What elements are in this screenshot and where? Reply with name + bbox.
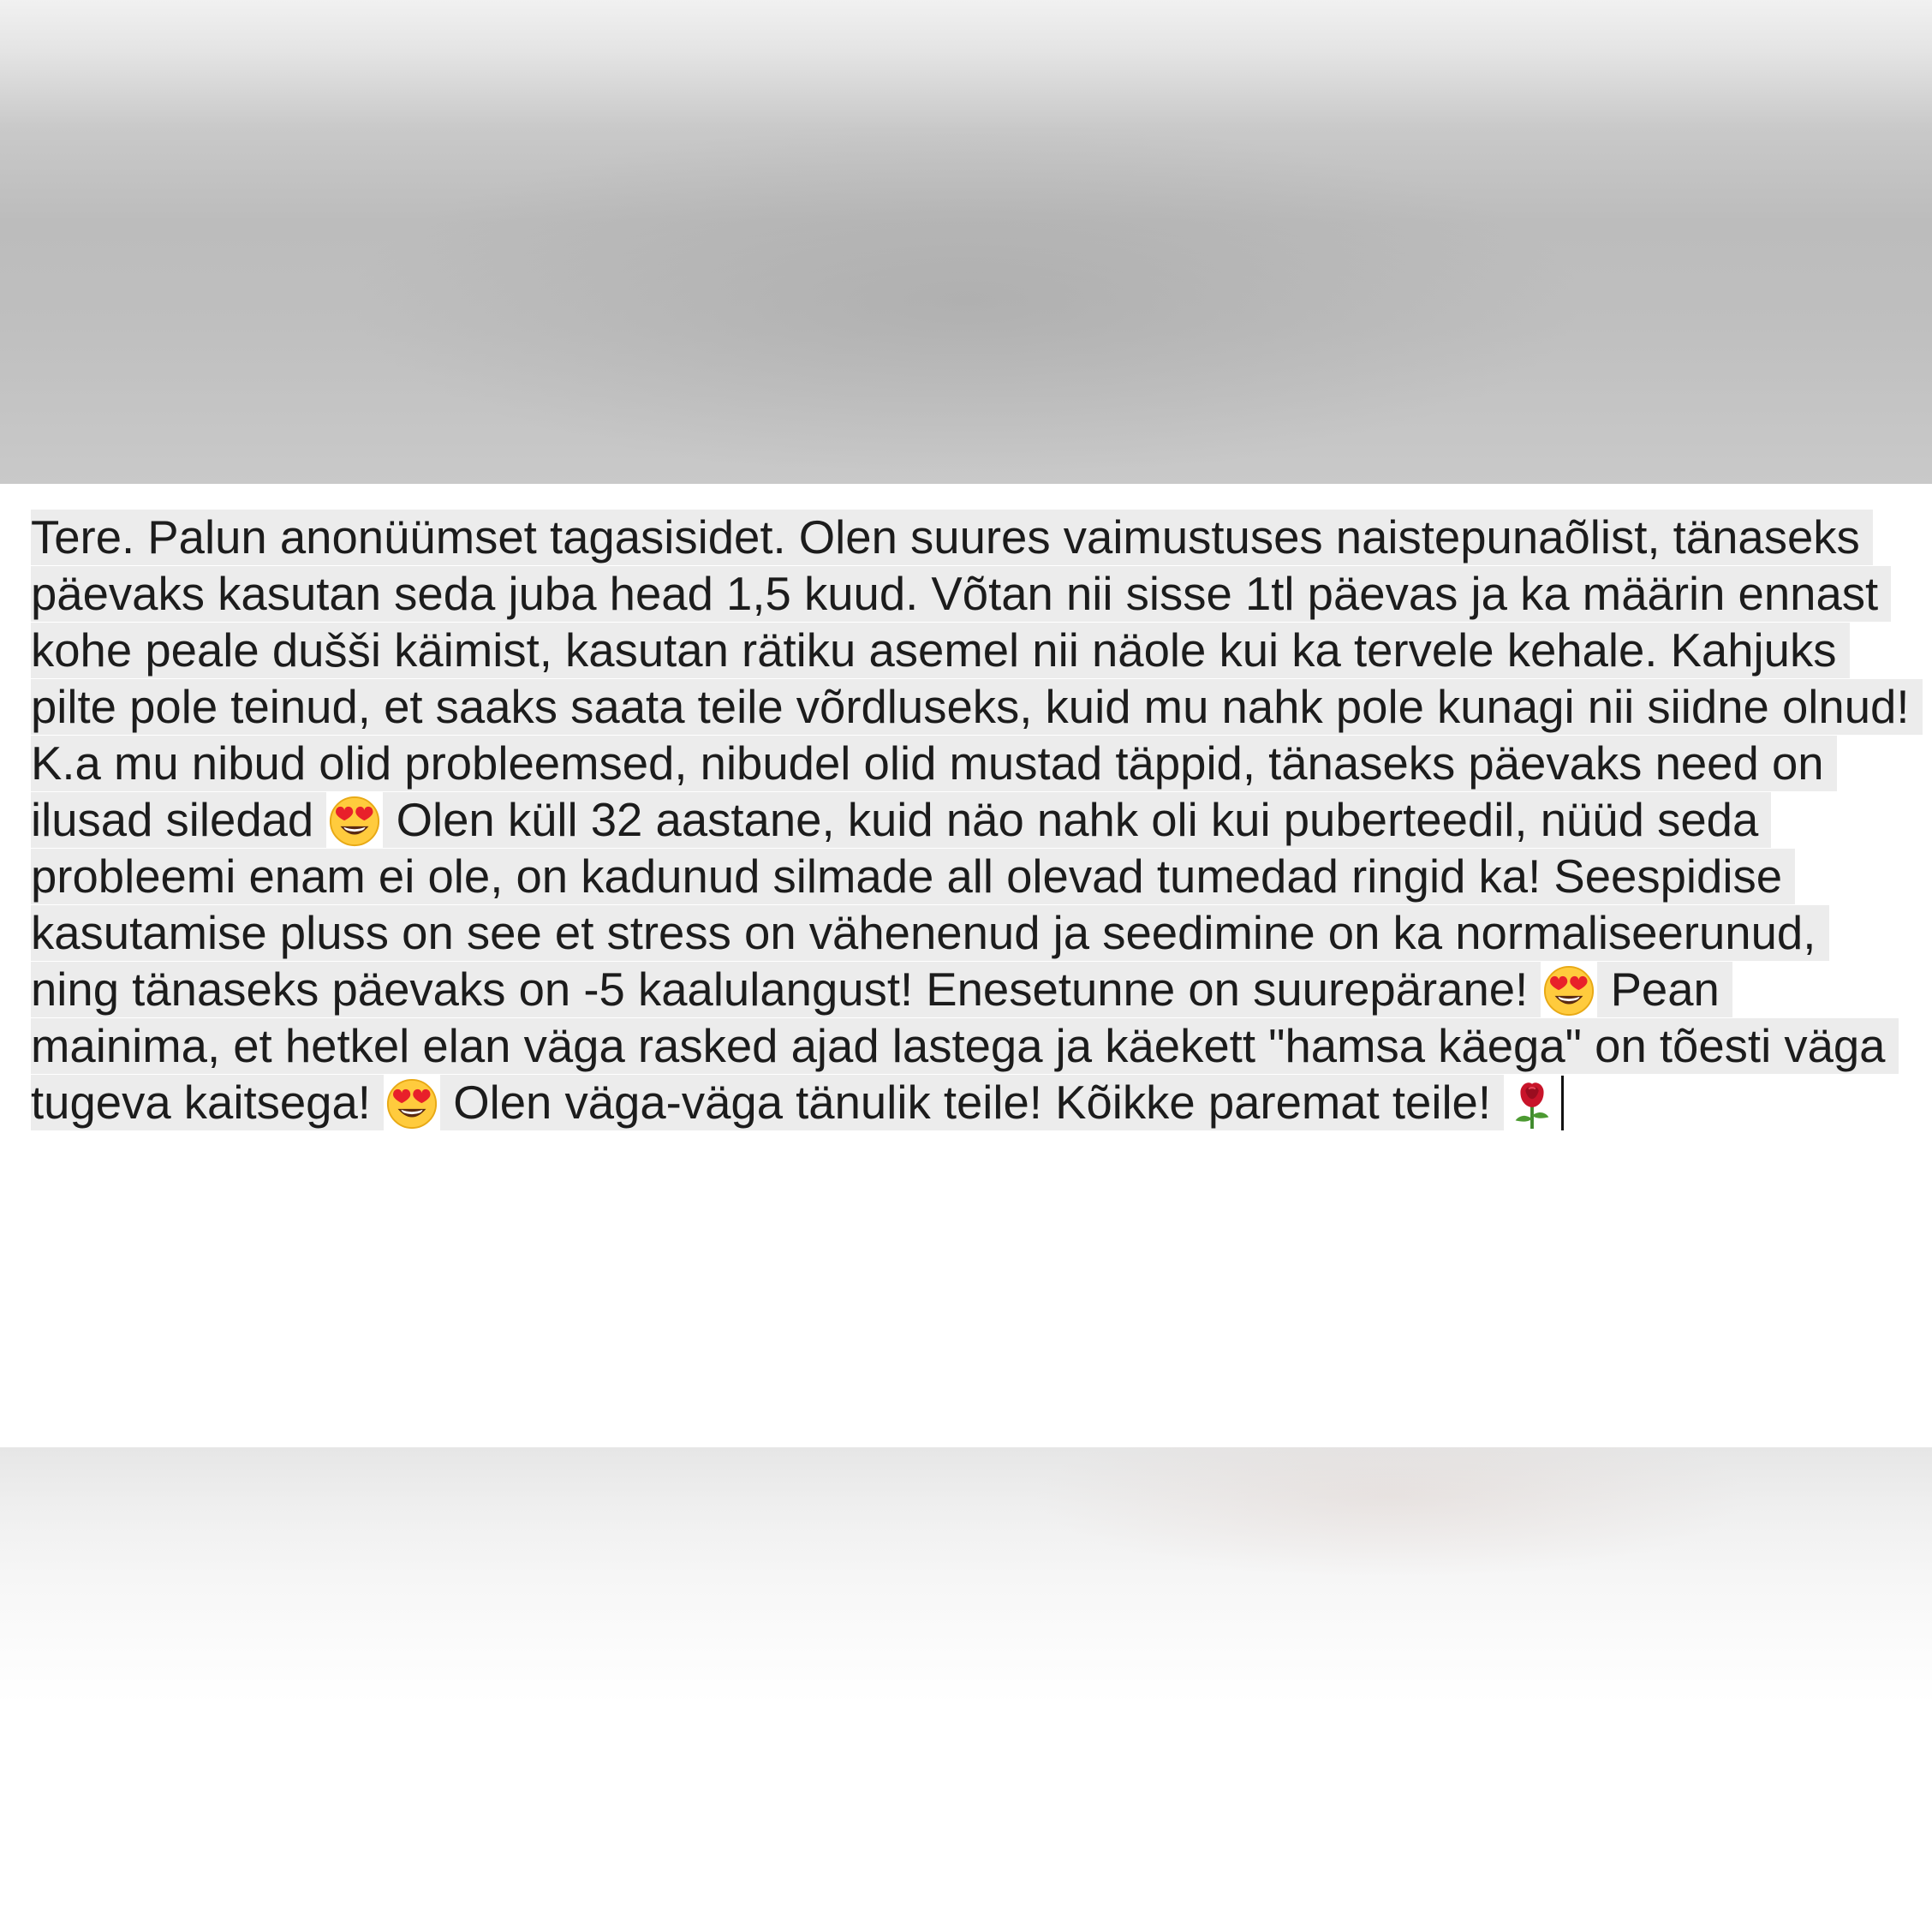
heart-eyes-emoji-icon bbox=[385, 1077, 438, 1130]
message-segment-1: Tere. Palun anonüümset tagasisidet. Olen suures vaimustuses naistepunaõlist, tänaseks päevaks kasutan seda juba head 1,5 kuud. Võtan nii sisse 1tl päevas ja ka määrin ennast kohe peale dušši käimist, kasutan rätiku asemel nii näole kui ka tervele kehale. Kahjuks pilte pole teinud, et saaks saata teile võrdluseks, kuid mu nahk pole kunagi nii siidne olnud! K.a mu nibud olid probleemsed, nibudel olid mustad täppid, tänaseks päevaks need on ilusad siledad bbox=[31, 511, 1923, 846]
text-caret bbox=[1561, 1076, 1564, 1130]
heart-eyes-emoji-icon bbox=[328, 795, 381, 848]
message-panel[interactable] bbox=[0, 484, 1932, 1447]
message-segment-2: Olen küll 32 aastane, kuid näo nahk oli kui puberteedil, nüüd seda probleemi enam ei ole, on kadunud silmade all olevad tumedad ringid ka! Seespidise kasutamise pluss on see et stress on vähenenud ja seedimine on ka normaliseerunud, ning tänaseks päevaks on -5 kaalulangust! Enesetunne on suurepärane! bbox=[31, 794, 1829, 1016]
blurred-footer-area bbox=[0, 1447, 1932, 1932]
message-segment-3: Pean mainima, et hetkel elan väga rasked ajad lastega ja käekett "hamsa käega" on tõesti väga tugeva kaitsega! bbox=[31, 963, 1899, 1129]
heart-eyes-emoji-icon bbox=[1542, 964, 1595, 1017]
blurred-header-area bbox=[0, 0, 1932, 484]
rose-emoji-icon bbox=[1506, 1077, 1559, 1130]
message-segment-4: Olen väga-väga tänulik teile! Kõikke paremat teile! bbox=[453, 1076, 1492, 1129]
message-text[interactable] bbox=[31, 510, 1923, 1131]
